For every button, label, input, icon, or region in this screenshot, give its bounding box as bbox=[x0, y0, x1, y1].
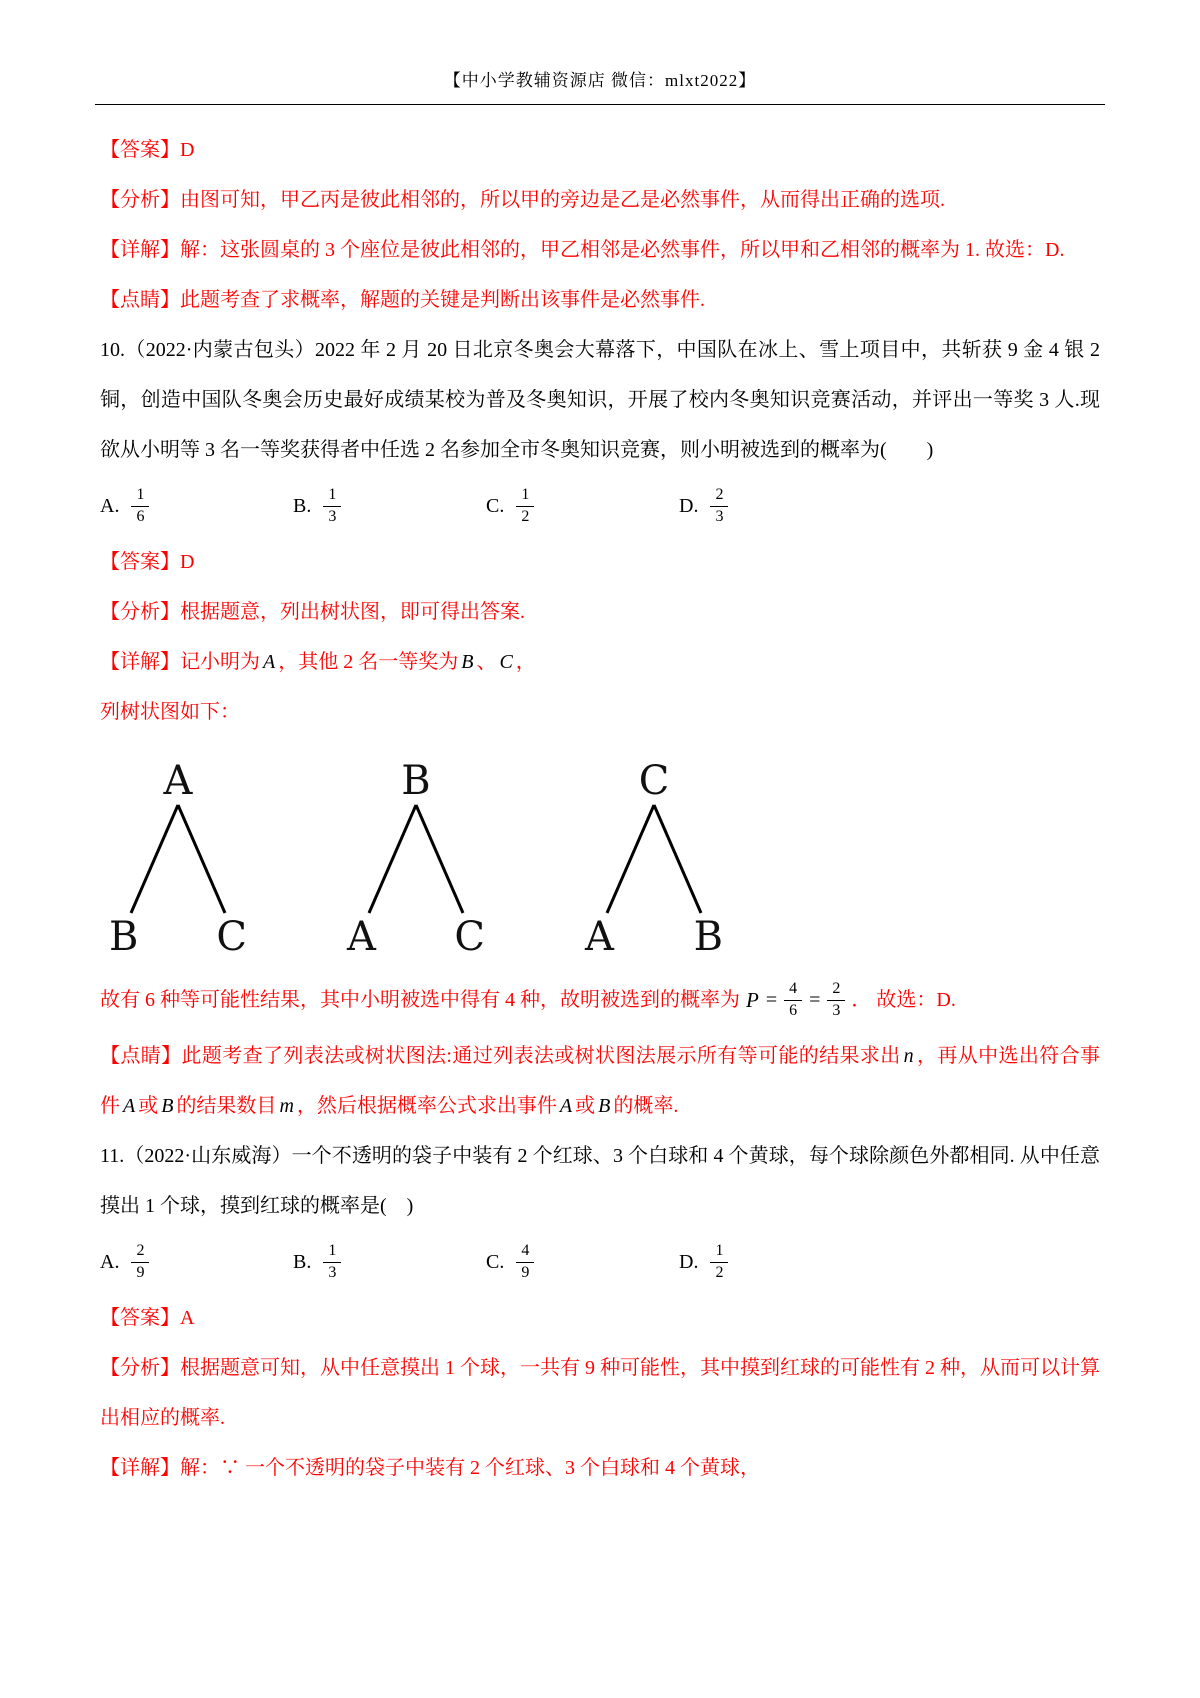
tree-root-letter: A bbox=[163, 758, 193, 804]
q9-analysis: 【分析】由图可知，甲乙丙是彼此相邻的，所以甲的旁边是乙是必然事件，从而得出正确的选项. bbox=[100, 189, 945, 211]
q9-note: 【点睛】此题考查了求概率，解题的关键是判断出该事件是必然事件. bbox=[100, 289, 705, 311]
tree-3 bbox=[584, 758, 724, 960]
tree-diagram bbox=[108, 758, 1100, 960]
q10-option-a bbox=[100, 485, 293, 528]
q10-option-c bbox=[486, 485, 679, 528]
fraction: $\frac{1}{6}$ bbox=[131, 485, 149, 528]
header-title: 【中小学教辅资源店 微信：mlxt2022】 bbox=[443, 71, 757, 90]
q10-options bbox=[100, 475, 1100, 537]
equals-sign: = bbox=[765, 989, 778, 1011]
q11-options bbox=[100, 1231, 1100, 1293]
tree-branches bbox=[123, 803, 233, 915]
document-body bbox=[0, 105, 1200, 1533]
option-label: C. bbox=[486, 494, 505, 517]
fraction: $\frac{4}{6}$ bbox=[784, 979, 802, 1022]
fraction: $\frac{1}{2}$ bbox=[516, 485, 534, 528]
q11-option-d bbox=[679, 1241, 728, 1284]
fraction: $\frac{2}{3}$ bbox=[827, 979, 845, 1022]
tree-leaf-letter: B bbox=[109, 914, 139, 960]
q11-option-c bbox=[486, 1241, 679, 1284]
tree-leaf-letter: C bbox=[216, 914, 247, 960]
q11-stem: 11.（2022·山东威海）一个不透明的袋子中装有 2 个红球、3 个白球和 4 个黄球，每个球除颜色外都相同. 从中任意摸出 1 个球，摸到红球的概率是( ) bbox=[100, 1145, 1100, 1217]
q10-detail: 【详解】记小明为 A ，其他 2 名一等奖为 B 、 C ， bbox=[100, 651, 536, 673]
formula-variable: P bbox=[746, 988, 759, 1012]
tree-leaves bbox=[109, 914, 247, 960]
option-label: D. bbox=[679, 1250, 699, 1273]
option-label: D. bbox=[679, 494, 699, 517]
tree-leaves bbox=[347, 914, 485, 960]
fraction: $\frac{1}{3}$ bbox=[323, 485, 341, 528]
q10-tree-intro: 列树状图如下： bbox=[100, 701, 240, 723]
tree-1 bbox=[108, 758, 248, 960]
q10-result bbox=[100, 969, 1100, 1031]
q9-detail: 【详解】解：这张圆桌的 3 个座位是彼此相邻的，甲乙相邻是必然事件，所以甲和乙相邻的概率为 1. 故选：D. bbox=[100, 239, 1065, 261]
fraction: $\frac{2}{3}$ bbox=[710, 485, 728, 528]
tree-leaf-letter: A bbox=[585, 914, 614, 960]
result-prefix: 故有 6 种等可能性结果，其中小明被选中得有 4 种，故明被选到的概率为 bbox=[100, 989, 740, 1011]
probability-formula bbox=[746, 975, 845, 1025]
fraction: $\frac{4}{9}$ bbox=[516, 1241, 534, 1284]
tree-branches bbox=[361, 803, 471, 915]
q11-answer: 【答案】A bbox=[100, 1307, 195, 1329]
option-label: B. bbox=[293, 1250, 312, 1273]
q11-detail: 【详解】解：∵ 一个不透明的袋子中装有 2 个红球、3 个白球和 4 个黄球， bbox=[100, 1457, 760, 1479]
tree-leaves bbox=[585, 914, 723, 960]
fraction: $\frac{2}{9}$ bbox=[131, 1241, 149, 1284]
fraction: $\frac{1}{2}$ bbox=[710, 1241, 728, 1284]
q11-option-b bbox=[293, 1241, 486, 1284]
tree-2 bbox=[346, 758, 486, 960]
tree-branches bbox=[599, 803, 709, 915]
option-label: A. bbox=[100, 1250, 120, 1273]
page-header bbox=[0, 0, 1200, 105]
q10-option-d bbox=[679, 485, 728, 528]
tree-leaf-letter: B bbox=[693, 914, 723, 960]
fraction: $\frac{1}{3}$ bbox=[323, 1241, 341, 1284]
q11-option-a bbox=[100, 1241, 293, 1284]
option-label: B. bbox=[293, 494, 312, 517]
q10-stem: 10.（2022·内蒙古包头）2022 年 2 月 20 日北京冬奥会大幕落下，中国队在冰上、雪上项目中，共斩获 9 金 4 银 2 铜，创造中国队冬奥会历史最好成绩某校为普及冬奥知识，开展了校内冬奥知识竞赛活动，并评出一等奖 3 人.现欲从小明等 3 名一等奖获得者中任选 2 名参加全市冬奥知识竞赛，则小明被选到的概率为( ) bbox=[100, 339, 1100, 461]
q10-option-b bbox=[293, 485, 486, 528]
result-suffix: ． 故选：D. bbox=[851, 989, 956, 1011]
q10-analysis: 【分析】根据题意，列出树状图，即可得出答案. bbox=[100, 601, 525, 623]
tree-leaf-letter: C bbox=[454, 914, 485, 960]
tree-leaf-letter: A bbox=[347, 914, 376, 960]
tree-root-letter: B bbox=[401, 758, 431, 804]
q9-answer: 【答案】D bbox=[100, 139, 195, 161]
equals-sign: = bbox=[809, 989, 821, 1011]
tree-root-letter: C bbox=[638, 758, 670, 804]
option-label: A. bbox=[100, 494, 120, 517]
q11-analysis: 【分析】根据题意可知，从中任意摸出 1 个球，一共有 9 种可能性，其中摸到红球的可能性有 2 种，从而可以计算出相应的概率. bbox=[100, 1357, 1100, 1429]
option-label: C. bbox=[486, 1250, 505, 1273]
q10-answer: 【答案】D bbox=[100, 551, 195, 573]
q10-note: 【点睛】此题考查了列表法或树状图法:通过列表法或树状图法展示所有等可能的结果求出 n ，再从中选出符合事件 A 或 B 的结果数目 m ，然后根据概率公式求出事件 A 或 B 的概率. bbox=[100, 1045, 1100, 1117]
